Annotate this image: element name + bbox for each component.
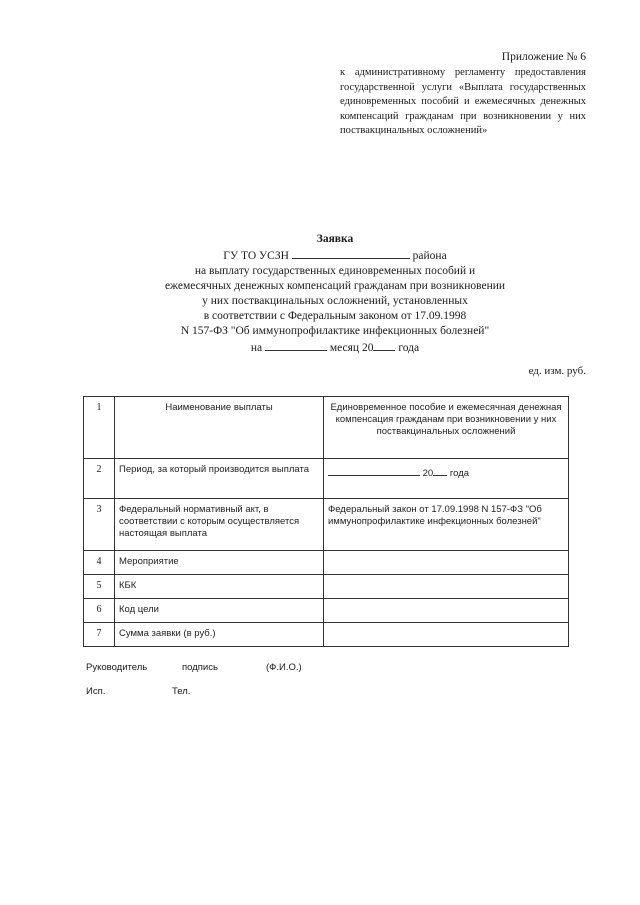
period-year-suffix: года xyxy=(449,468,470,479)
year-blank xyxy=(373,339,395,351)
header-line-2: на выплату государственных единовременных пособий и xyxy=(194,265,476,277)
header-line-7 xyxy=(100,339,570,356)
header-line-7-middle: месяц 20 xyxy=(329,342,374,354)
period-year-blank xyxy=(433,464,447,476)
row-value: Федеральный закон от 17.09.1998 N 157-ФЗ "Об иммунопрофилактике инфекционных болезней" xyxy=(324,499,569,551)
head-label: Руководитель xyxy=(86,662,148,673)
units-label: ед. изм. руб. xyxy=(528,365,586,377)
row-number: 7 xyxy=(84,623,115,647)
row-number: 4 xyxy=(84,551,115,575)
row-label: Мероприятие xyxy=(115,551,324,575)
table-row xyxy=(84,623,569,647)
table-row xyxy=(84,499,569,551)
row-number: 3 xyxy=(84,499,115,551)
phone-label: Тел. xyxy=(172,686,191,697)
signature-label: подпись xyxy=(182,662,218,673)
row-label: Код цели xyxy=(115,599,324,623)
row-label: Период, за который производится выплата xyxy=(115,459,324,499)
row-label: КБК xyxy=(115,575,324,599)
row-number: 5 xyxy=(84,575,115,599)
table-row xyxy=(84,397,569,459)
header-line-7-suffix: года xyxy=(398,342,420,354)
appendix-title: Приложение № 6 xyxy=(501,51,586,63)
row-value xyxy=(324,551,569,575)
header-line-5: в соответствии с Федеральным законом от 17.09.1998 xyxy=(203,310,467,322)
row-number: 2 xyxy=(84,459,115,499)
document-title: Заявка xyxy=(316,233,354,245)
month-blank xyxy=(265,339,327,351)
table-row xyxy=(84,551,569,575)
period-blank xyxy=(328,464,420,476)
header-line-6: N 157-ФЗ "Об иммунопрофилактике инфекционных болезней" xyxy=(180,325,490,337)
row-number: 6 xyxy=(84,599,115,623)
header-line-7-prefix: на xyxy=(250,342,263,354)
header-line-1-suffix: района xyxy=(412,250,447,262)
row-value xyxy=(324,459,569,499)
row-value: Единовременное пособие и ежемесячная денежная компенсация гражданам при возникновении у них поствакцинальных осложнений xyxy=(324,397,569,459)
header-line-1-prefix: ГУ ТО УСЗН xyxy=(223,250,289,262)
table-row xyxy=(84,459,569,499)
row-value xyxy=(324,623,569,647)
table-row xyxy=(84,575,569,599)
row-number: 1 xyxy=(84,397,115,459)
district-blank xyxy=(292,247,410,259)
row-value xyxy=(324,599,569,623)
title-block xyxy=(100,232,570,356)
header-line-1 xyxy=(100,247,570,264)
table-row xyxy=(84,599,569,623)
row-label: Федеральный нормативный акт, в соответствии с которым осуществляется настоящая выплата xyxy=(115,499,324,551)
executor-label: Исп. xyxy=(86,686,106,697)
header-line-3: ежемесячных денежных компенсаций гражданам при возникновении xyxy=(164,280,506,292)
fio-label: (Ф.И.О.) xyxy=(266,662,302,673)
row-label: Наименование выплаты xyxy=(115,397,324,459)
header-line-4: у них поствакцинальных осложнений, установленных xyxy=(202,295,468,307)
period-year-prefix: 20 xyxy=(422,468,434,479)
row-value xyxy=(324,575,569,599)
appendix-body: к административному регламенту предоставления государственной услуги «Выплата государственных единовременных пособий и ежемесячных денежных компенсаций гражданам при возникновении у них поствакцинальных осложнений» xyxy=(340,67,586,136)
row-label: Сумма заявки (в руб.) xyxy=(115,623,324,647)
request-table xyxy=(83,396,569,647)
